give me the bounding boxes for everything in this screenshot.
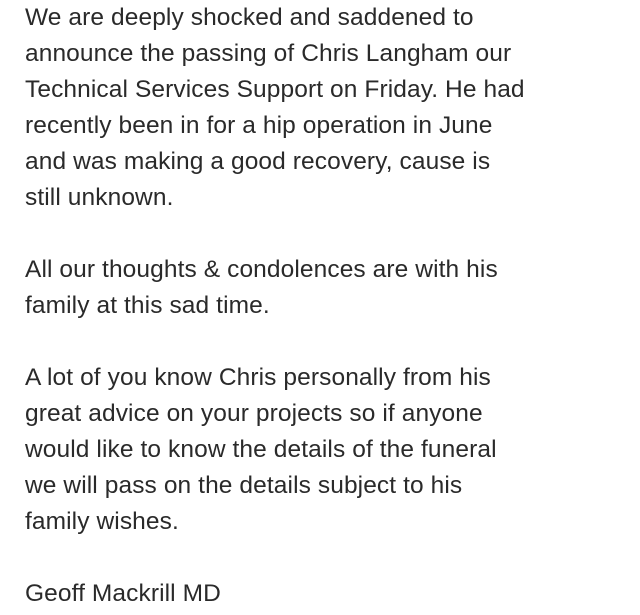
post-message-body xyxy=(25,0,625,612)
paragraph-spacer xyxy=(25,540,625,576)
text-line: Technical Services Support on Friday. He had xyxy=(25,76,525,103)
text-line: A lot of you know Chris personally from his xyxy=(25,364,491,391)
signature-text: Geoff Mackrill MD xyxy=(25,580,221,607)
text-line: still unknown. xyxy=(25,184,174,211)
condolences-paragraph xyxy=(25,252,625,324)
paragraph-spacer xyxy=(25,324,625,360)
text-line: family wishes. xyxy=(25,508,179,535)
text-line: We are deeply shocked and saddened to xyxy=(25,4,474,31)
text-line: we will pass on the details subject to his xyxy=(25,472,463,499)
text-line: and was making a good recovery, cause is xyxy=(25,148,491,175)
funeral-details-paragraph xyxy=(25,360,625,540)
text-line: recently been in for a hip operation in June xyxy=(25,112,493,139)
text-line: great advice on your projects so if anyone xyxy=(25,400,483,427)
text-line: family at this sad time. xyxy=(25,292,270,319)
text-line: announce the passing of Chris Langham our xyxy=(25,40,512,67)
paragraph-spacer xyxy=(25,216,625,252)
text-line: All our thoughts & condolences are with his xyxy=(25,256,498,283)
announcement-paragraph xyxy=(25,0,625,216)
text-line: would like to know the details of the funeral xyxy=(25,436,497,463)
signature xyxy=(25,576,625,612)
